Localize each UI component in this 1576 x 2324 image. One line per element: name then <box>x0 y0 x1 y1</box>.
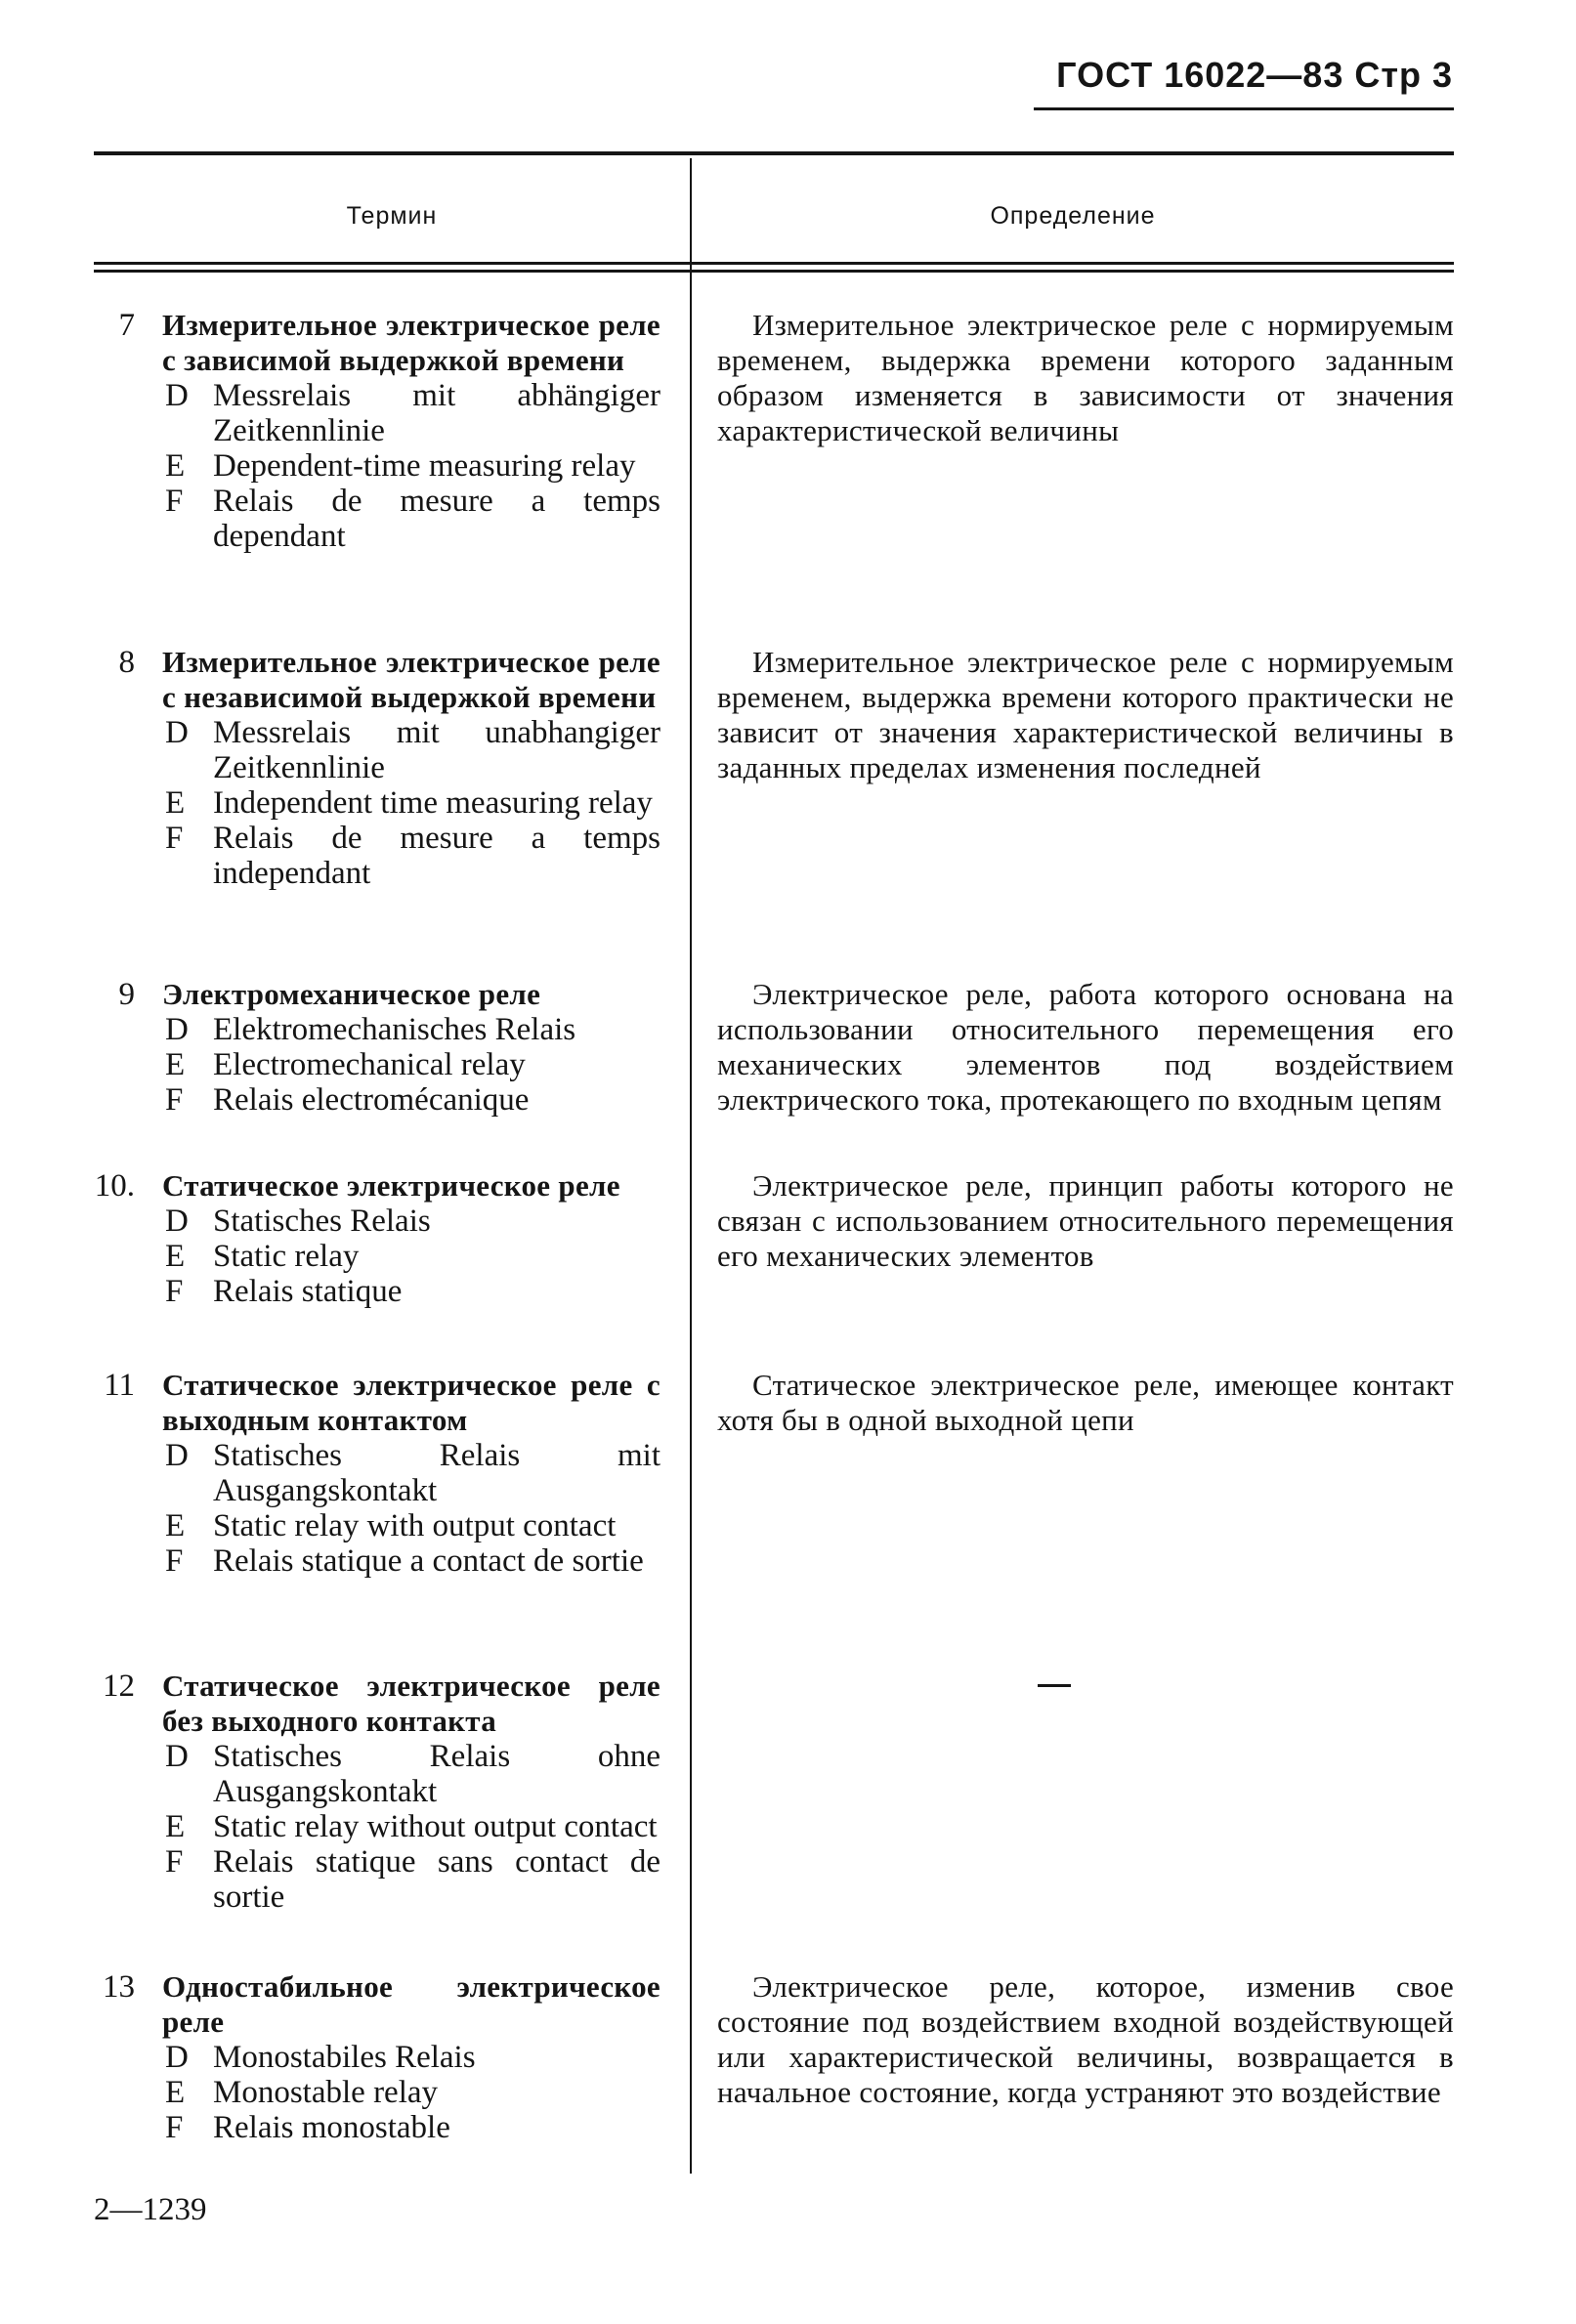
term-title: Одностабильное электрическое реле <box>162 1969 660 2039</box>
term-german: D Statisches Relais <box>165 1204 431 1239</box>
definition-cell: Электрическое реле, работа которого основана на использовании относительного перемещения его механических элементов под воздействием электрического тока, протекающего по входным цепям <box>717 977 1454 1117</box>
term-title: Измерительное электрическое реле с зависимой выдержкой времени <box>162 308 660 377</box>
term-number: 11 <box>104 1368 135 1403</box>
header-rule <box>1034 107 1454 110</box>
term-number: 8 <box>118 645 135 680</box>
term-number: 9 <box>118 977 135 1012</box>
term-french: F Relais monostable <box>165 2110 450 2145</box>
term-cell <box>162 1669 758 1915</box>
term-title: Электромеханическое реле <box>162 977 541 1011</box>
term-english: E Independent time measuring relay <box>165 785 653 821</box>
header-double-rule-top <box>94 262 1454 265</box>
term-number: 12 <box>103 1669 135 1704</box>
term-title: Измерительное электрическое реле с независимой выдержкой времени <box>162 645 660 714</box>
term-cell <box>162 308 758 554</box>
term-english: E Electromechanical relay <box>165 1047 526 1082</box>
term-french: F Relais statique <box>165 1274 403 1309</box>
column-header-term: Термин <box>346 202 438 230</box>
term-cell <box>162 1368 758 1579</box>
term-title: Статическое электрическое реле с выходным контактом <box>162 1368 660 1437</box>
term-title: Статическое электрическое реле <box>162 1168 620 1203</box>
column-header-definition: Определение <box>990 202 1156 230</box>
term-english: E Static relay with output contact <box>165 1508 617 1543</box>
term-cell <box>162 1969 758 2145</box>
term-french: F Relais statique sans contact de sortie <box>165 1844 660 1915</box>
definition-cell: Статическое электрическое реле, имеющее контакт хотя бы в одной выходной цепи <box>717 1368 1454 1437</box>
term-number: 7 <box>118 308 135 343</box>
definition-empty-dash <box>1038 1684 1071 1687</box>
term-english: E Static relay <box>165 1239 360 1274</box>
term-english: E Dependent-time measuring relay <box>165 448 636 484</box>
page-footer: 2—1239 <box>94 2192 207 2227</box>
header-double-rule-bottom <box>94 270 1454 273</box>
term-french: F Relais de mesure a temps dependant <box>165 484 660 554</box>
term-german: D Monostabiles Relais <box>165 2040 476 2075</box>
term-french: F Relais statique a contact de sortie <box>165 1543 644 1579</box>
term-german: D Messrelais mit abhängiger Zeitkennlinie <box>165 378 660 448</box>
definition-cell: Электрическое реле, которое, изменив свое состояние под воздействием входной воздействующей или характеристической величины, возвращается в начальное состояние, когда устраняют это воздействие <box>717 1969 1454 2109</box>
term-french: F Relais electromécanique <box>165 1082 530 1118</box>
definition-cell: Электрическое реле, принцип работы которого не связан с использованием относительного перемещения его механических элементов <box>717 1168 1454 1273</box>
term-german: D Statisches Relais ohne Ausgangskontakt <box>165 1739 660 1809</box>
term-cell <box>162 1168 758 1309</box>
definition-cell: Измерительное электрическое реле с нормируемым временем, выдержка времени которого заданным образом изменяется в зависимости от значения характеристической величины <box>717 308 1454 447</box>
term-english: E Monostable relay <box>165 2075 439 2110</box>
term-number: 10. <box>94 1168 135 1204</box>
term-french: F Relais de mesure a temps independant <box>165 821 660 891</box>
term-german: D Messrelais mit unabhangiger Zeitkennlinie <box>165 715 660 785</box>
definition-cell: Измерительное электрическое реле с нормируемым временем, выдержка времени которого практически не зависит от значения характеристической величины в заданных пределах изменения последней <box>717 645 1454 784</box>
term-english: E Static relay without output contact <box>165 1809 658 1844</box>
term-cell <box>162 977 758 1118</box>
page-header: ГОСТ 16022—83 Стр 3 <box>1056 55 1453 95</box>
term-title: Статическое электрическое реле без выходного контакта <box>162 1669 660 1738</box>
term-german: D Statisches Relais mit Ausgangskontakt <box>165 1438 660 1508</box>
term-cell <box>162 645 758 891</box>
term-number: 13 <box>103 1969 135 2005</box>
table-top-rule <box>94 151 1454 155</box>
term-german: D Elektromechanisches Relais <box>165 1012 576 1047</box>
